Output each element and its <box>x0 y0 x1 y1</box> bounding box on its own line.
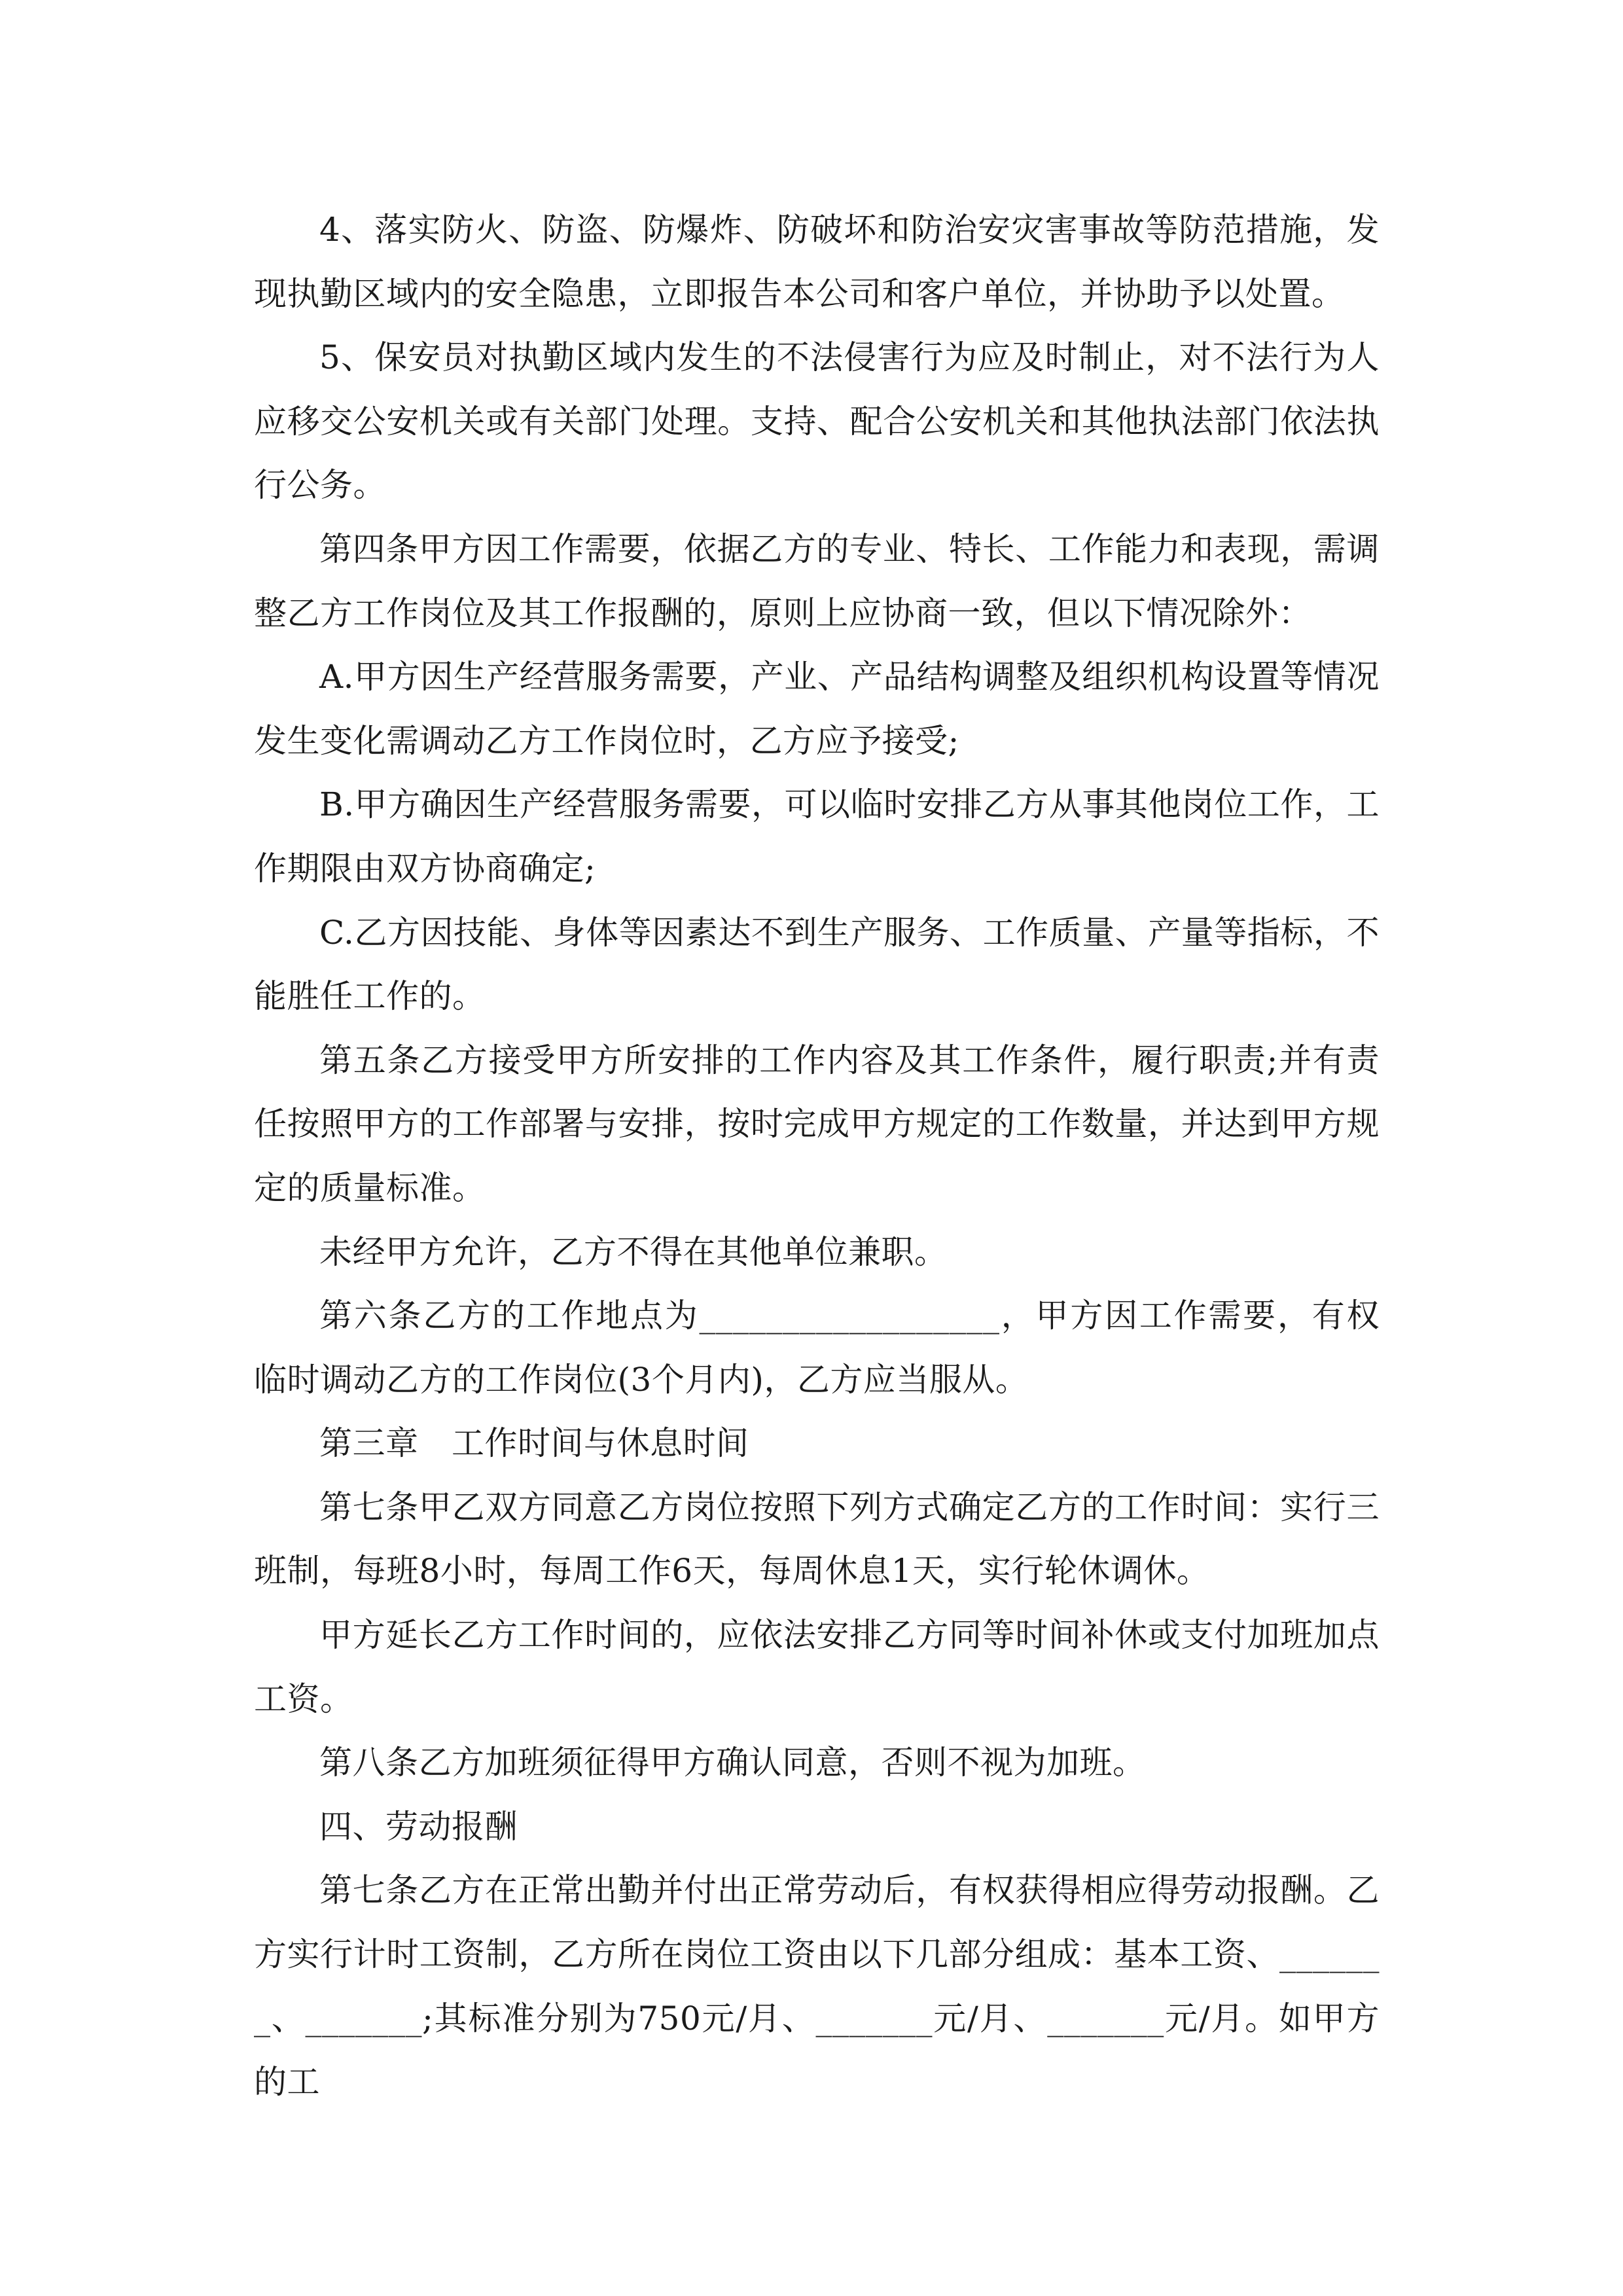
paragraph-item-4: 4、落实防火、防盗、防爆炸、防破坏和防治安灾害事故等防范措施，发现执勤区域内的安全隐患，立即报告本公司和客户单位，并协助予以处置。 <box>254 211 1380 313</box>
chapter-heading-3: 第三章 工作时间与休息时间 <box>319 1424 749 1463</box>
paragraph-no-side-job: 未经甲方允许，乙方不得在其他单位兼职。 <box>319 1232 948 1271</box>
paragraph-article-8: 第八条乙方加班须征得甲方确认同意，否则不视为加班。 <box>319 1744 1146 1782</box>
paragraph-clause-c: C.乙方因技能、身体等因素达不到生产服务、工作质量、产量等指标，不能胜任工作的。 <box>254 913 1380 1016</box>
paragraph-article-4: 第四条甲方因工作需要，依据乙方的专业、特长、工作能力和表现，需调整乙方工作岗位及其工作报酬的，原则上应协商一致，但以下情况除外： <box>254 529 1380 632</box>
paragraph-item-5: 5、保安员对执勤区域内发生的不法侵害行为应及时制止，对不法行为人应移交公安机关或有关部门处理。支持、配合公安机关和其他执法部门依法执行公务。 <box>254 338 1380 505</box>
section-heading-4: 四、劳动报酬 <box>319 1807 518 1846</box>
paragraph-article-7-hours: 第七条甲乙双方同意乙方岗位按照下列方式确定乙方的工作时间：实行三班制，每班8小时，每周工作6天，每周休息1天，实行轮休调休。 <box>254 1488 1380 1590</box>
paragraph-clause-b: B.甲方确因生产经营服务需要，可以临时安排乙方从事其他岗位工作，工作期限由双方协商确定; <box>254 785 1380 888</box>
document-body <box>254 198 1380 2115</box>
paragraph-clause-a: A.甲方因生产经营服务需要，产业、产品结构调整及组织机构设置等情况发生变化需调动乙方工作岗位时，乙方应予接受; <box>254 658 1380 760</box>
paragraph-article-6: 第六条乙方的工作地点为__________________，甲方因工作需要，有权临时调动乙方的工作岗位(3个月内)，乙方应当服从。 <box>254 1297 1380 1399</box>
paragraph-article-7-pay: 第七条乙方在正常出勤并付出正常劳动后，有权获得相应得劳动报酬。乙方实行计时工资制，乙方所在岗位工资由以下几部分组成：基本工资、_______、_______;其标准分别为750元/月、_______元/月、_______元/月。如甲方的工 <box>254 1871 1380 2102</box>
paragraph-article-5: 第五条乙方接受甲方所安排的工作内容及其工作条件，履行职责;并有责任按照甲方的工作部署与安排，按时完成甲方规定的工作数量，并达到甲方规定的质量标准。 <box>254 1041 1380 1207</box>
paragraph-overtime-compensation: 甲方延长乙方工作时间的，应依法安排乙方同等时间补休或支付加班加点工资。 <box>254 1616 1380 1718</box>
